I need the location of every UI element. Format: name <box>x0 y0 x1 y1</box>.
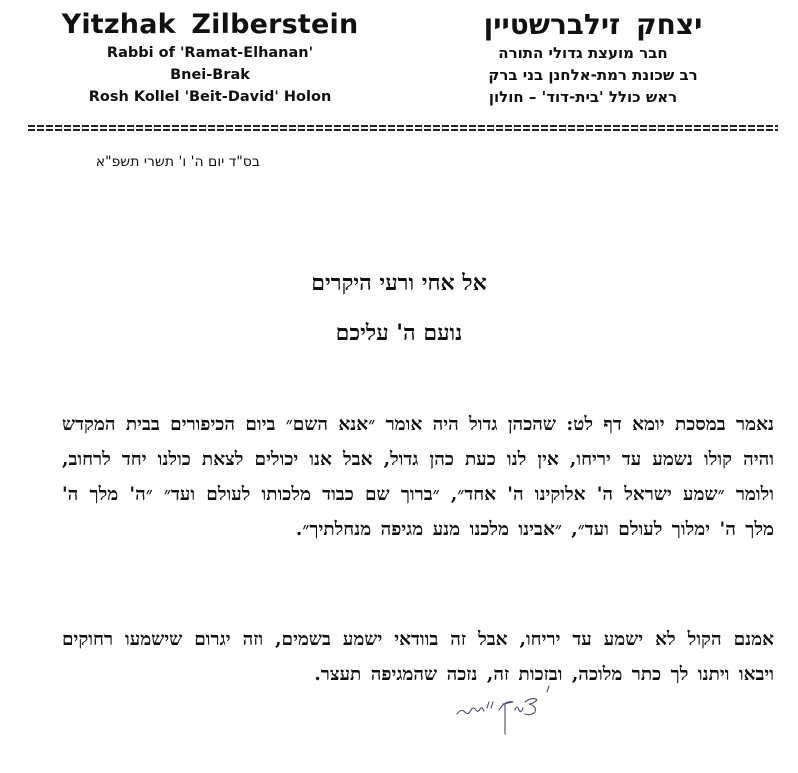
letterhead-english <box>60 8 360 108</box>
paragraph-2: אמנם הקול לא ישמע עד יריחו, אבל זה בוודאי ישמע בשמים, וזה יגרום שישמעו רחוקים ויבאו ויתנו לך כתר מלוכה, ובזכות זה, נזכה שהמגיפה תעצר. <box>62 629 774 685</box>
handwritten-signature <box>455 678 575 740</box>
title-line-3-hebrew: ראש כולל 'בית-דוד' – חולון <box>488 88 678 106</box>
title-line-1-hebrew: חבר מועצת גדולי התורה <box>498 44 668 62</box>
letterhead-separator <box>28 124 778 132</box>
greeting-line-1: אל אחי ורעי היקרים <box>311 270 487 296</box>
greeting-line-2: נועם ה' עליכם <box>335 320 463 346</box>
paragraph-1: נאמר במסכת יומא דף לט: שהכהן גדול היה אומר ״אנא השם״ ביום הכיפורים בבית המקדש והיה קולו נשמע עד יריחו, אין לנו כעת כהן גדול, אבל אנו יכולים לצאת כולנו יחד לרחוב, ולומר ״שמע ישראל ה' אלוקינו ה' אחד״, ״ברוך שם כבוד מלכותו לעולם ועד״ ״ה' מלך ה' מלך ה' ימלוך לעולם ועד״, ״אבינו מלכנו מנע מגיפה מנחלתיך״. <box>62 414 774 540</box>
title-line-2-hebrew: רב שכונת רמת-אלחנן בני ברק <box>488 66 698 84</box>
title-line-1-english: Rabbi of 'Ramat-Elhanan' <box>106 45 314 61</box>
author-name-english: Yitzhak Zilberstein <box>61 9 359 40</box>
date-line: בס"ד יום ה' ו' תשרי תשפ"א <box>95 154 260 170</box>
title-line-3-english: Rosh Kollel 'Beit-David' Holon <box>88 89 332 105</box>
author-name-hebrew: יצחק זילברשטיין <box>483 8 703 41</box>
title-line-2-english: Bnei-Brak <box>170 67 250 83</box>
letterhead-hebrew <box>428 8 758 108</box>
